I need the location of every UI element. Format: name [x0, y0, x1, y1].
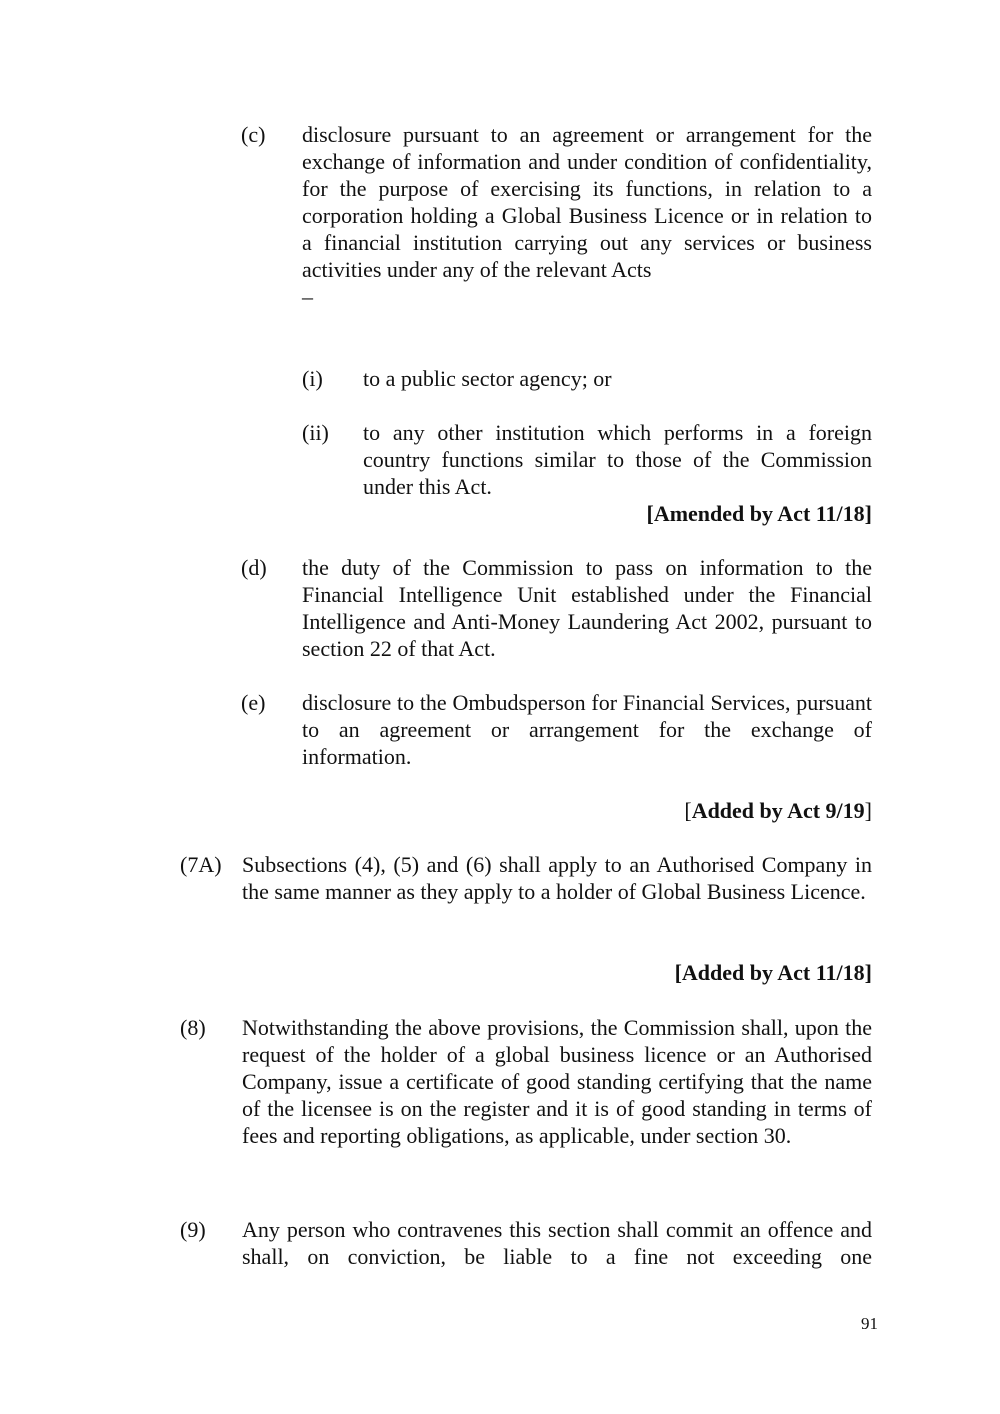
amendment-note-7A: [Added by Act 11/18] [674, 960, 872, 985]
item-e-text: disclosure to the Ombudsperson for Financial Services, pursuant to an agreement or arrangement for the exchange of information. [302, 690, 872, 769]
note-e-open: [ [684, 798, 692, 823]
subsection-7A-label: (7A) [180, 852, 222, 877]
subsection-8-text: Notwithstanding the above provisions, the Commission shall, upon the request of the holder of a global business licence or an Authorised Company, issue a certificate of good standing certifying that the name of the licensee is on the register and it is of good standing in terms of fees and reporting obligations, as applicable, under section 30. [242, 1015, 872, 1148]
amendment-note-e [684, 797, 872, 824]
item-d-text: the duty of the Commission to pass on information to the Financial Intelligence Unit established under the Financial Intelligence and Anti-Money Laundering Act 2002, pursuant to section 22 of that Act. [302, 555, 872, 661]
subsection-8-label: (8) [180, 1015, 206, 1040]
item-c-dash: – [302, 284, 313, 309]
item-d-label: (d) [241, 555, 267, 580]
note-e-body: Added by Act 9/19 [691, 798, 865, 823]
subsection-7A-text: Subsections (4), (5) and (6) shall apply to an Authorised Company in the same manner as they apply to a holder of Global Business Licence. [242, 852, 872, 904]
item-c-i-label: (i) [302, 366, 323, 391]
item-c-body: disclosure pursuant to an agreement or arrangement for the exchange of information and under condition of confidentiality, for the purpose of exercising its functions, in relation to a corporation holding a Global Business Licence or in relation to a financial institution carrying out any services or business activities under any of the relevant Acts [302, 122, 872, 282]
subsection-9-label: (9) [180, 1217, 206, 1242]
item-c-ii-label: (ii) [302, 420, 329, 445]
item-c-text [302, 121, 872, 310]
amendment-note-c: [Amended by Act 11/18] [646, 501, 872, 526]
subsection-9-text: Any person who contravenes this section shall commit an offence and shall, on conviction, be liable to a fine not exceeding one [242, 1217, 872, 1269]
item-e-label: (e) [241, 690, 266, 715]
note-e-close: ] [864, 798, 872, 823]
item-c-label: (c) [241, 122, 266, 147]
page-number: 91 [861, 1314, 878, 1333]
item-c-ii-text: to any other institution which performs in a foreign country functions similar to those of the Commission under this Act. [363, 420, 872, 499]
item-c-i-text: to a public sector agency; or [363, 366, 612, 391]
